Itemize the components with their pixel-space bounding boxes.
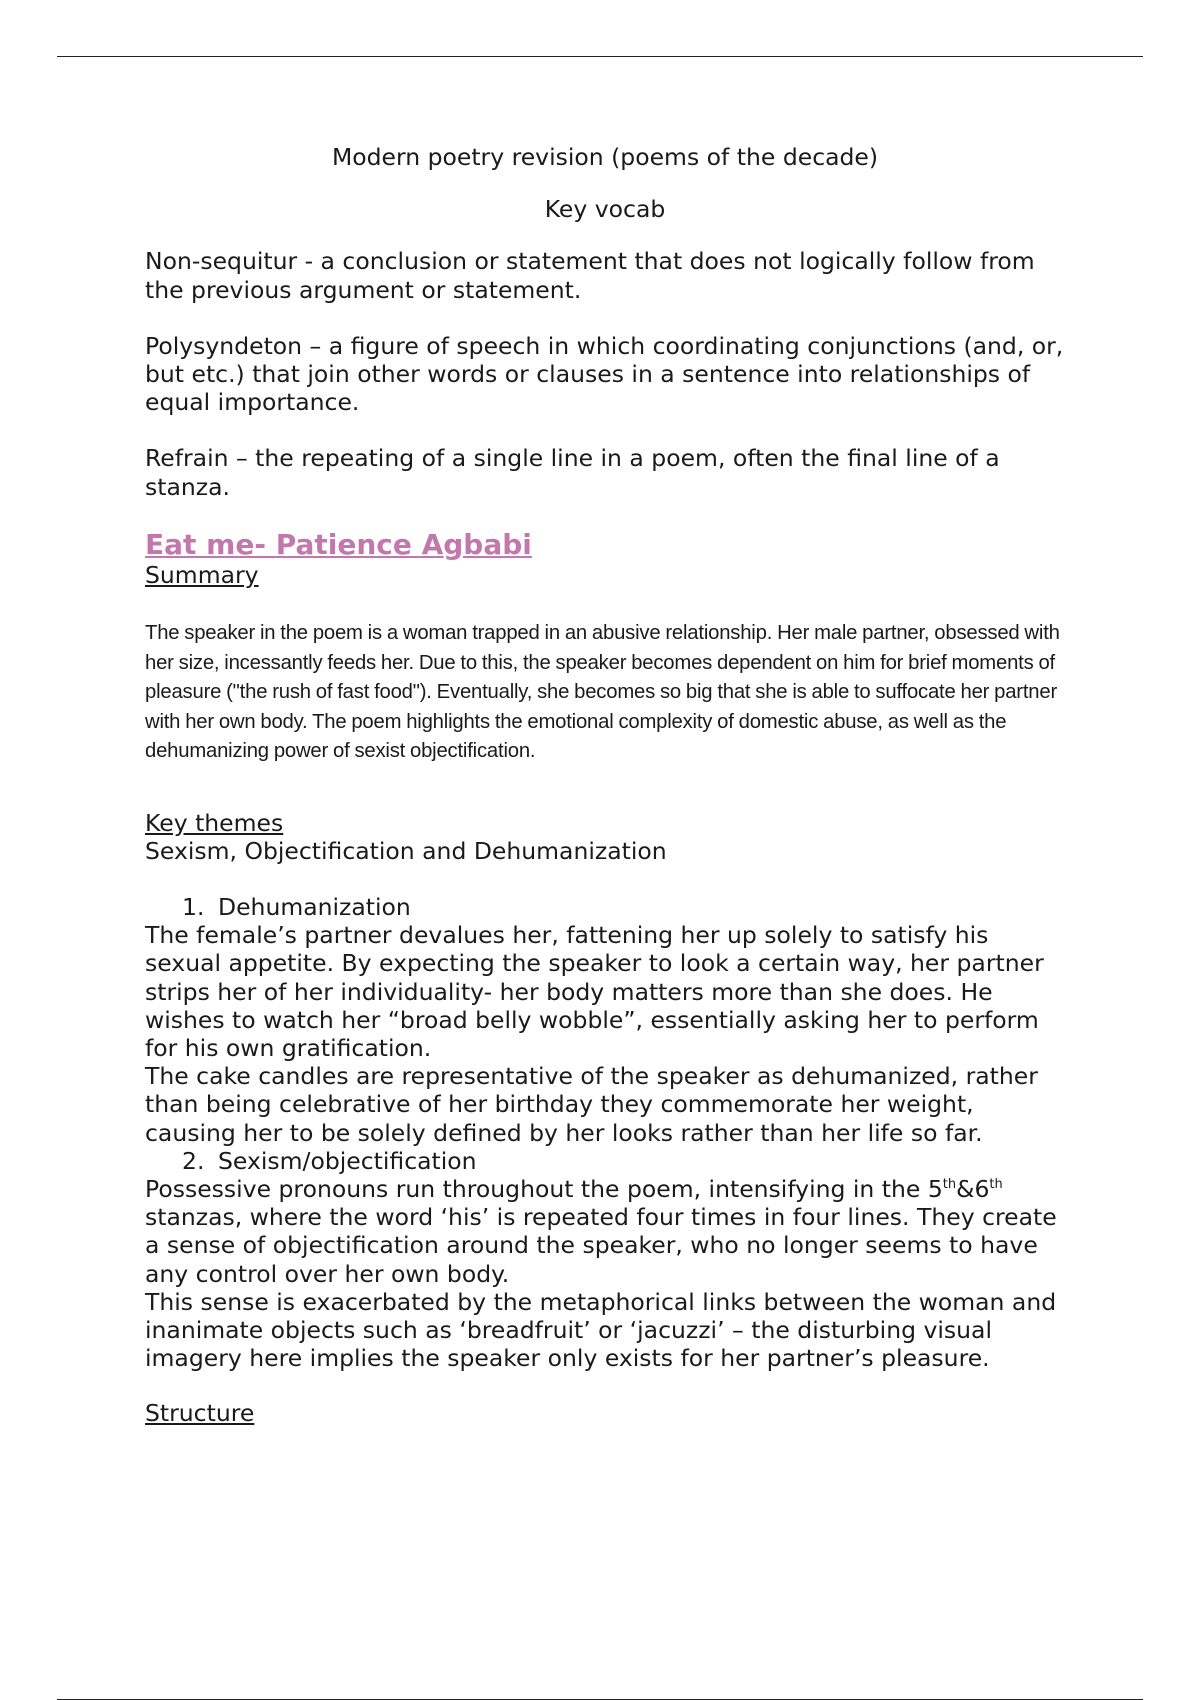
superscript-th-2: th — [989, 1176, 1003, 1192]
document-title: Modern poetry revision (poems of the decade) — [331, 143, 879, 171]
key-vocab-heading: Key vocab — [544, 195, 666, 224]
vocab-entry-non-sequitur: Non-sequitur - a conclusion or statement that does not logically follow from the previous argument or statement. — [145, 247, 1035, 304]
theme-2-paragraph-2: This sense is exacerbated by the metaphorical links between the woman and inanimate objects such as ‘breadfruit’ or ‘jacuzzi’ – the disturbing visual imagery here implies the speaker only exists for her partner’s pleasure. — [145, 1287, 1057, 1373]
theme-2-p1-after: stanzas, where the word ‘his’ is repeated four times in four lines. They create a sense of objectification around the speaker, who no longer seems to have any control over her own body. — [145, 1203, 1057, 1288]
structure-heading: Structure — [145, 1399, 255, 1428]
document-page — [145, 143, 1065, 1428]
key-themes-subheading: Sexism, Objectification and Dehumanization — [145, 836, 667, 865]
theme-1-number: 1. — [182, 892, 205, 921]
theme-1-label: Dehumanization — [218, 892, 411, 921]
theme-2-p1-mid: &6 — [956, 1174, 990, 1203]
theme-2-paragraph-1 — [145, 1175, 1065, 1288]
key-themes-heading: Key themes — [145, 808, 284, 837]
vocab-entry-refrain: Refrain – the repeating of a single line in a poem, often the final line of a stanza. — [145, 444, 1000, 501]
top-rule — [57, 56, 1143, 57]
theme-1-paragraph-1: The female’s partner devalues her, fattening her up solely to satisfy his sexual appetite. By expecting the speaker to look a certain way, her partner strips her of her individuality- her body matters more than she does. He wishes to watch her “broad belly wobble”, essentially asking her to perform for his own gratification. — [145, 921, 1044, 1062]
summary-paragraph: The speaker in the poem is a woman trapped in an abusive relationship. Her male partner, obsessed with her size, incessantly feeds her. Due to this, the speaker becomes dependent on him for brief moments of pleasure ("the rush of fast food"). Eventually, she becomes so big that she is able to suffocate her partner with her own body. The poem highlights the emotional complexity of domestic abuse, as well as the dehumanizing power of sexist objectification. — [145, 622, 1060, 763]
poem-heading-link[interactable]: Eat me- Patience Agbabi — [145, 527, 532, 561]
theme-1-paragraph-2: The cake candles are representative of the speaker as dehumanized, rather than being celebrative of her birthday they commemorate her weight, causing her to be solely defined by her looks rather than her life so far. — [145, 1062, 1038, 1147]
theme-2-number: 2. — [182, 1146, 205, 1175]
theme-1-heading — [145, 893, 1065, 921]
superscript-th-1: th — [942, 1176, 957, 1192]
theme-2-heading — [145, 1147, 1065, 1175]
theme-2-label: Sexism/objectification — [218, 1146, 477, 1175]
summary-heading: Summary — [145, 560, 259, 589]
theme-2-p1-before: Possessive pronouns run throughout the poem, intensifying in the 5 — [145, 1174, 943, 1203]
vocab-entry-polysyndeton: Polysyndeton – a figure of speech in which coordinating conjunctions (and, or, but etc.) that join other words or clauses in a sentence into relationships of equal importance. — [145, 331, 1064, 417]
